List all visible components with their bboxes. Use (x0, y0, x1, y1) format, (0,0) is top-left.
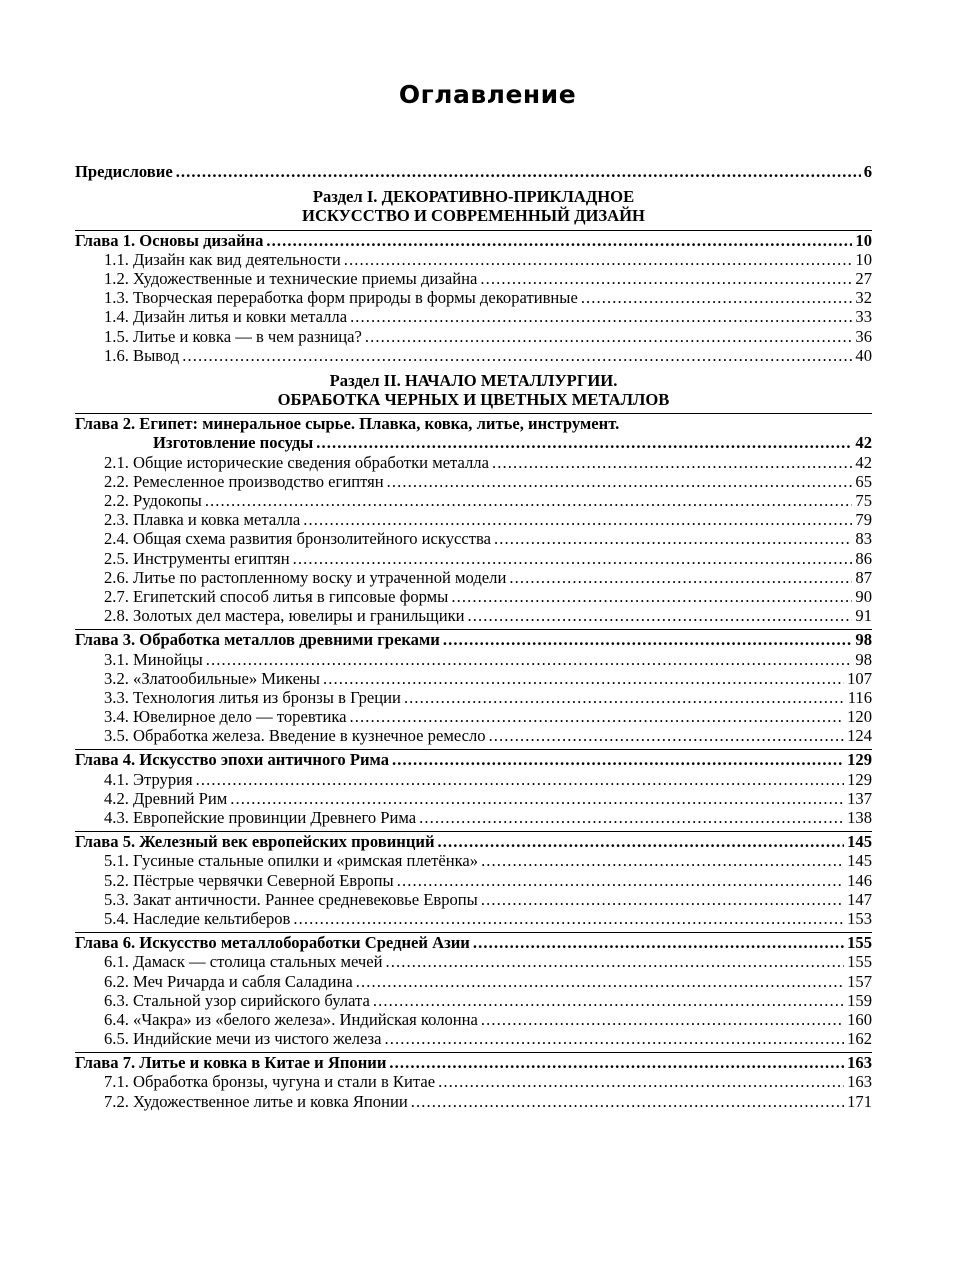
dot-leader (480, 269, 852, 288)
dot-leader (481, 851, 844, 870)
toc-entry-label: 1.3. Творческая переработка форм природы в формы декоративные (104, 288, 578, 308)
toc-entry-page: 120 (847, 707, 872, 727)
toc-entry[interactable] (75, 650, 872, 669)
toc-entry-preface[interactable] (75, 162, 872, 181)
toc-entry-page: 160 (847, 1009, 872, 1029)
toc-entry-label: 4.3. Европейские провинции Древнего Рима (104, 808, 417, 827)
toc-entry[interactable] (75, 789, 872, 808)
toc-entry-label: 1.1. Дизайн как вид деятельности (104, 249, 341, 269)
section-heading-1 (75, 187, 872, 225)
dot-leader (373, 991, 844, 1010)
toc-entry[interactable] (75, 529, 872, 548)
toc-entry-label: 7.2. Художественное литье и ковка Японии (104, 1091, 408, 1111)
toc-entry-label: Глава 4. Искусство эпохи античного Рима (75, 750, 390, 770)
dot-leader (494, 529, 852, 548)
toc-entry[interactable] (75, 871, 872, 890)
toc-entry-page: 147 (847, 889, 872, 909)
toc-entry-page: 98 (855, 630, 872, 650)
toc-entry[interactable] (75, 707, 872, 726)
dot-leader (293, 549, 853, 568)
toc-entry[interactable] (75, 890, 872, 909)
toc-entry[interactable] (75, 991, 872, 1010)
toc-entry-label: Глава 5. Железный век европейских провинций (75, 832, 435, 852)
table-of-contents (75, 162, 872, 1111)
dot-leader (230, 789, 844, 808)
toc-entry-label: 2.4. Общая схема развития бронзолитейного искусства (104, 529, 491, 549)
toc-chapter-3[interactable] (75, 630, 872, 649)
toc-entry-label: 3.3. Технология литья из бронзы в Греции (104, 687, 401, 707)
toc-entry[interactable] (75, 587, 872, 606)
toc-entry[interactable] (75, 770, 872, 789)
toc-entry-label: 6.5. Индийские мечи из чистого железа (104, 1029, 382, 1049)
dot-leader (468, 606, 853, 625)
toc-entry-page: 155 (847, 952, 872, 972)
toc-entry-label: Глава 2. Египет: минеральное сырье. Плавка, ковка, литье, инструмент. (75, 414, 620, 434)
toc-entry-label: 4.1. Этрурия (104, 769, 193, 789)
toc-entry-page: 40 (855, 345, 872, 365)
dot-leader (293, 909, 844, 928)
toc-entry[interactable] (75, 851, 872, 870)
toc-entry[interactable] (75, 510, 872, 529)
toc-entry[interactable] (75, 472, 872, 491)
toc-entry-page: 83 (855, 529, 872, 549)
dot-leader (389, 1053, 844, 1072)
section-heading-line: ИСКУССТВО И СОВРЕМЕННЫЙ ДИЗАЙН (302, 206, 645, 226)
toc-entry-label: 2.8. Золотых дел мастера, ювелиры и гранильщики (104, 606, 465, 626)
toc-entry-page: 138 (847, 808, 872, 827)
toc-chapter-6[interactable] (75, 933, 872, 952)
toc-entry[interactable] (75, 669, 872, 688)
toc-entry-page: 137 (847, 788, 872, 808)
dot-leader (350, 307, 852, 326)
toc-entry-page: 107 (847, 668, 872, 688)
dot-leader (344, 250, 853, 269)
toc-entry-label: 2.7. Египетский способ литья в гипсовые формы (104, 586, 449, 606)
dot-leader (419, 808, 844, 827)
toc-entry-page: 162 (847, 1029, 872, 1049)
dot-leader (443, 630, 853, 649)
toc-entry-label: 1.5. Литье и ковка — в чем разница? (104, 326, 362, 346)
dot-leader (473, 933, 844, 952)
toc-entry-label: 3.1. Минойцы (104, 649, 203, 669)
toc-entry-page: 146 (847, 870, 872, 890)
dot-leader (481, 890, 844, 909)
dot-leader (266, 231, 852, 250)
toc-entry-page: 87 (855, 567, 872, 587)
toc-entry-page: 10 (855, 249, 872, 269)
toc-entry-page: 124 (847, 726, 872, 746)
toc-entry-label: 7.1. Обработка бронзы, чугуна и стали в Китае (104, 1072, 436, 1092)
toc-entry-label: 2.1. Общие исторические сведения обработки металла (104, 452, 489, 472)
page-title: Оглавление (398, 80, 577, 109)
toc-entry[interactable] (75, 726, 872, 745)
dot-leader (350, 707, 845, 726)
toc-entry-label: 3.2. «Златообильные» Микены (104, 668, 320, 688)
toc-entry[interactable] (75, 688, 872, 707)
toc-entry-label: 1.4. Дизайн литья и ковки металла (104, 307, 348, 327)
toc-entry[interactable] (75, 1072, 872, 1091)
toc-entry-page: 32 (855, 288, 872, 308)
toc-entry-label: 2.2. Ремесленное производство египтян (104, 471, 384, 491)
toc-entry-label: 6.2. Меч Ричарда и сабля Саладина (104, 971, 353, 991)
toc-entry[interactable] (75, 972, 872, 991)
toc-entry-page: 163 (847, 1072, 872, 1092)
dot-leader (356, 972, 844, 991)
toc-entry[interactable] (75, 1029, 872, 1048)
toc-entry-label: 3.5. Обработка железа. Введение в кузнечное ремесло (104, 726, 486, 746)
dot-leader (387, 472, 853, 491)
toc-entry-page: 116 (847, 687, 872, 707)
toc-entry-label: 1.6. Вывод (104, 345, 180, 365)
toc-entry[interactable] (75, 250, 872, 269)
toc-entry-label: 2.2. Рудокопы (104, 491, 202, 510)
dot-leader (438, 1072, 844, 1091)
dot-leader (481, 1010, 844, 1029)
toc-entry-page: 27 (855, 268, 872, 288)
dot-leader (206, 650, 853, 669)
toc-entry-page: 75 (855, 491, 872, 510)
toc-entry-label: 5.1. Гусиные стальные опилки и «римская плетёнка» (104, 851, 479, 871)
toc-chapter-4[interactable] (75, 750, 872, 769)
toc-entry-page: 155 (847, 933, 872, 953)
dot-leader (323, 669, 844, 688)
toc-entry-label: 4.2. Древний Рим (104, 788, 228, 808)
dot-leader (392, 750, 844, 769)
toc-entry-page: 171 (847, 1091, 872, 1111)
section-heading-line: Раздел I. ДЕКОРАТИВНО-ПРИКЛАДНОЕ (312, 187, 635, 207)
toc-entry-label: Глава 3. Обработка металлов древними греками (75, 630, 440, 650)
toc-entry-label: 6.1. Дамаск — столица стальных мечей (104, 952, 383, 972)
toc-entry-label: 6.3. Стальной узор сирийского булата (104, 990, 370, 1010)
toc-entry-label: 5.3. Закат античности. Раннее средневековье Европы (104, 889, 478, 909)
dot-leader (438, 832, 845, 851)
toc-entry-label: Глава 1. Основы дизайна (75, 230, 264, 250)
dot-leader (386, 952, 845, 971)
toc-entry[interactable] (75, 909, 872, 928)
toc-entry-label: 2.6. Литье по растопленному воску и утраченной модели (104, 567, 507, 587)
section-heading-line: ОБРАБОТКА ЧЕРНЫХ И ЦВЕТНЫХ МЕТАЛЛОВ (277, 390, 670, 410)
dot-leader (365, 327, 853, 346)
toc-entry-page: 36 (855, 326, 872, 346)
toc-entry-page: 42 (855, 452, 872, 472)
toc-entry-page: 145 (847, 832, 872, 852)
toc-entry-label: 6.4. «Чакра» из «белого железа». Индийская колонна (104, 1009, 478, 1029)
toc-entry-label: Глава 7. Литье и ковка в Китае и Японии (75, 1053, 387, 1073)
toc-chapter-7[interactable] (75, 1053, 872, 1072)
toc-entry-page: 153 (847, 908, 872, 928)
toc-entry[interactable] (75, 307, 872, 326)
toc-entry-label: 5.4. Наследие кельтиберов (104, 908, 291, 928)
dot-leader (196, 770, 844, 789)
toc-entry[interactable] (75, 1010, 872, 1029)
toc-entry-page: 91 (855, 606, 872, 626)
dot-leader (397, 871, 844, 890)
toc-entry-label: 2.3. Плавка и ковка металла (104, 510, 301, 530)
toc-entry[interactable] (75, 346, 872, 365)
toc-entry-page: 42 (855, 433, 872, 453)
dot-leader (182, 346, 852, 365)
toc-entry[interactable] (75, 288, 872, 307)
toc-chapter-1[interactable] (75, 231, 872, 250)
section-heading-2 (75, 371, 872, 409)
toc-entry-page: 90 (855, 586, 872, 606)
dot-leader (492, 453, 852, 472)
toc-entry[interactable] (75, 549, 872, 568)
dot-leader (509, 568, 852, 587)
toc-entry-label: Глава 6. Искусство металлоборaботки Средней Азии (75, 933, 470, 953)
dot-leader (205, 491, 853, 510)
toc-entry[interactable] (75, 453, 872, 472)
toc-entry-page: 79 (855, 510, 872, 530)
dot-leader (451, 587, 852, 606)
toc-entry-page: 10 (855, 230, 872, 250)
toc-entry-label: 3.4. Ювелирное дело — торевтика (104, 707, 347, 727)
dot-leader (384, 1029, 844, 1048)
toc-chapter-5[interactable] (75, 832, 872, 851)
toc-entry[interactable] (75, 606, 872, 625)
toc-entry-page: 163 (847, 1053, 872, 1073)
toc-entry[interactable] (75, 568, 872, 587)
toc-entry-page: 6 (863, 162, 872, 181)
toc-entry-label: 2.5. Инструменты египтян (104, 548, 290, 568)
toc-entry-page: 145 (847, 851, 872, 871)
dot-leader (581, 288, 853, 307)
toc-entry[interactable] (75, 491, 872, 510)
dot-leader (176, 162, 861, 181)
toc-entry-label: Изготовление посуды (153, 433, 314, 453)
toc-entry-page: 65 (855, 471, 872, 491)
toc-chapter-2-continuation[interactable] (75, 433, 872, 452)
toc-entry[interactable] (75, 1092, 872, 1111)
dot-leader (303, 510, 852, 529)
toc-entry-label: 5.2. Пёстрые червячки Северной Европы (104, 870, 394, 890)
toc-entry-page: 159 (847, 990, 872, 1010)
dot-leader (489, 726, 845, 745)
section-heading-line: Раздел II. НАЧАЛО МЕТАЛЛУРГИИ. (329, 370, 618, 390)
toc-entry-page: 157 (847, 971, 872, 991)
dot-leader (404, 688, 845, 707)
toc-entry[interactable] (75, 269, 872, 288)
toc-entry-label: Предисловие (75, 162, 173, 181)
toc-entry-label: 1.2. Художественные и технические приемы дизайна (104, 268, 478, 288)
toc-entry-page: 33 (855, 307, 872, 327)
toc-entry-page: 129 (847, 750, 872, 770)
toc-entry-page: 98 (855, 649, 872, 669)
toc-entry-page: 129 (847, 769, 872, 789)
toc-chapter-2[interactable] (75, 414, 872, 433)
toc-entry[interactable] (75, 327, 872, 346)
toc-entry[interactable] (75, 952, 872, 971)
dot-leader (411, 1092, 844, 1111)
dot-leader (316, 433, 852, 452)
toc-entry-page: 86 (855, 548, 872, 568)
toc-entry[interactable] (75, 808, 872, 827)
